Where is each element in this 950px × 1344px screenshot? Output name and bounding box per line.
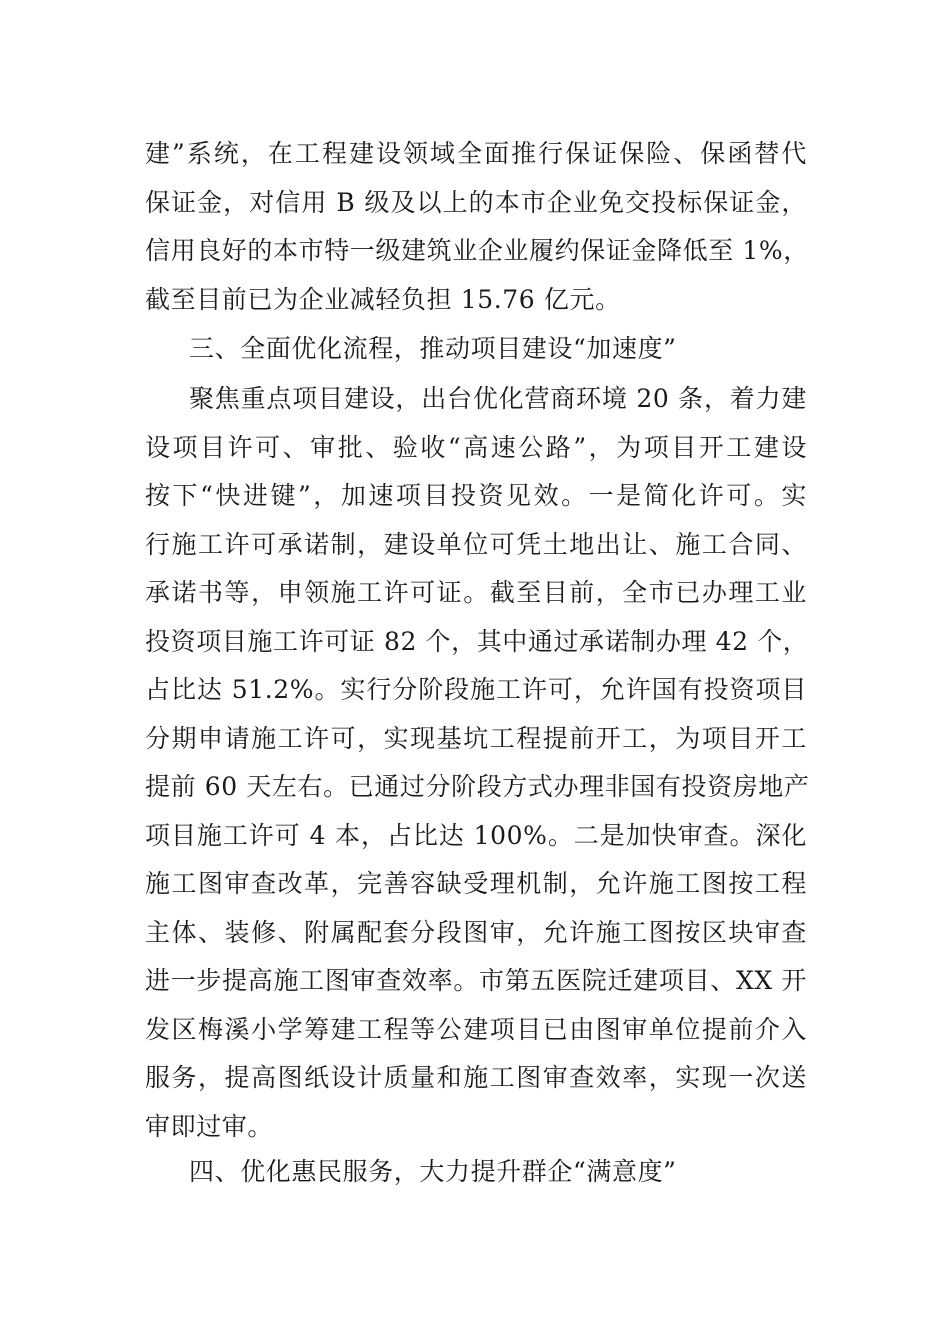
paragraph-cost-reduction (145, 130, 807, 324)
paragraph-line: 信用良好的本市特一级建筑业企业履约保证金降低至 1%， (145, 236, 809, 265)
paragraph-line: 保证金，对信用 B 级及以上的本市企业免交投标保证金， (145, 187, 807, 217)
paragraph-line: 建”系统，在工程建设领域全面推行保证保险、保函替代 (145, 139, 807, 168)
paragraph-line: 项目施工许可 4 本，占比达 100%。二是加快审查。深化 (145, 820, 807, 850)
paragraph-line: 施工图审查改革，完善容缺受理机制，允许施工图按工程 (145, 869, 807, 898)
paragraph-line: 行施工许可承诺制，建设单位可凭土地出让、施工合同、 (145, 529, 807, 559)
paragraph-line: 聚焦重点项目建设，出台优化营商环境 20 条，着力建 (189, 384, 807, 413)
paragraph-line: 投资项目施工许可证 82 个，其中通过承诺制办理 42 个， (145, 626, 809, 656)
paragraph-line: 设项目许可、审批、验收“高速公路”，为项目开工建设 (145, 432, 807, 462)
paragraph-line: 进一步提高施工图审查效率。市第五医院迁建项目、XX 开 (145, 966, 807, 995)
paragraph-line: 截至目前已为企业减轻负担 15.76 亿元。 (145, 284, 621, 314)
paragraph-line: 服务，提高图纸设计质量和施工图审查效率，实现一次送 (145, 1063, 807, 1092)
paragraph-line: 分期申请施工许可，实现基坑工程提前开工，为项目开工 (145, 723, 807, 753)
paragraph-line: 承诺书等，申领施工许可证。截至目前，全市已办理工业 (145, 578, 807, 607)
paragraph-line: 审即过审。 (145, 1111, 274, 1141)
paragraph-line: 提前 60 天左右。已通过分阶段方式办理非国有投资房地产 (145, 772, 810, 801)
section-heading-text: 三、全面优化流程，推动项目建设“加速度” (189, 334, 677, 363)
paragraph-process-optimization (145, 375, 810, 1151)
section-heading-three (145, 325, 807, 374)
paragraph-line: 发区梅溪小学筹建工程等公建项目已由图审单位提前介入 (145, 1014, 807, 1044)
paragraph-line: 主体、装修、附属配套分段图审，允许施工图按区块审查 (145, 917, 807, 947)
section-heading-four (145, 1148, 807, 1197)
section-heading-text: 四、优化惠民服务，大力提升群企“满意度” (189, 1157, 677, 1186)
paragraph-line: 按下“快进键”，加速项目投资见效。一是简化许可。实 (145, 481, 807, 510)
paragraph-line: 占比达 51.2%。实行分阶段施工许可，允许国有投资项目 (145, 675, 807, 704)
